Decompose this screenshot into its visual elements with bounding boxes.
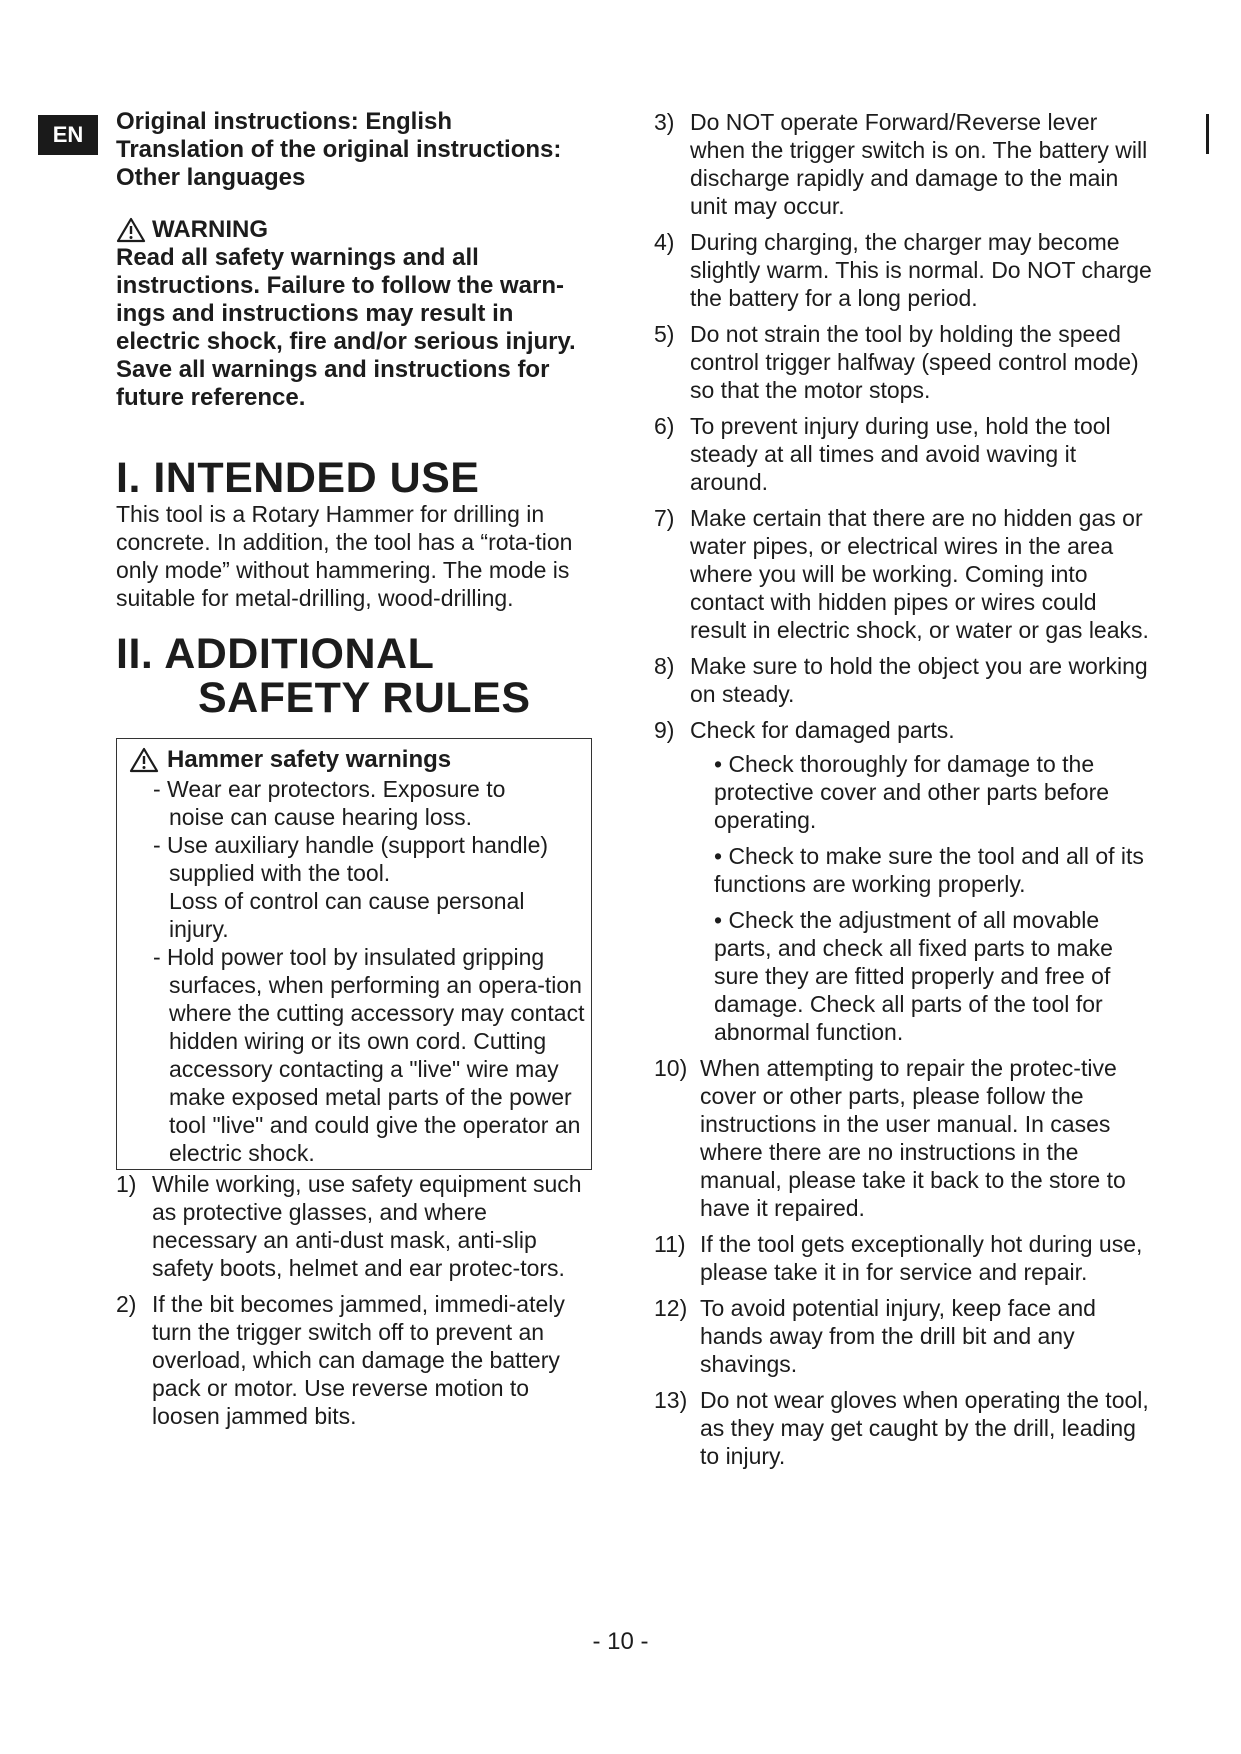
list-item [116,1170,594,1282]
intended-use-text: This tool is a Rotary Hammer for drilling in concrete. In addition, the tool has a “rota-tion only mode” without hammering. The mode is suitable for metal-drilling, wood-drilling. [116,501,573,611]
header-line-2: Translation of the original instructions: [116,136,562,163]
list-item-number: 10) [654,1055,688,1081]
safety-list-right [654,108,1154,744]
hammer-warning-line: Loss of control can cause personal injury. [169,888,525,942]
hammer-warning-item [129,775,587,831]
header-line-3: Other languages [116,164,306,191]
damage-check-bullets [654,750,1154,1046]
list-item-text: Do not wear gloves when operating the tool, as they may get caught by the drill, leading to injury. [700,1387,1149,1469]
list-item-text: When attempting to repair the protec-tive cover or other parts, please follow the instructions in the user manual. In cases where there are no instructions in the manual, please take it back to the store to have it repaired. [700,1055,1126,1221]
list-item-text: Check for damaged parts. [690,717,955,743]
warning-triangle-icon [116,217,146,243]
hammer-warning-line: noise can cause hearing loss. [169,804,473,830]
warning-block [116,216,594,412]
section-safety-rules-title [116,632,594,720]
page-number: - 10 - [592,1628,649,1655]
list-item-number: 1) [116,1171,137,1197]
list-item [116,1290,594,1430]
left-column [116,108,594,1438]
list-item [654,652,1154,708]
list-item [654,1294,1154,1378]
page-edge-marker [1206,114,1209,154]
warning-save-text: Save all warnings and instructions for future reference. [116,356,550,411]
warning-title-text: WARNING [152,216,268,243]
hammer-warning-line: - Hold power tool by insulated gripping [153,944,545,970]
list-item-number: 7) [654,505,675,531]
section-intended-use-title: I. INTENDED USE [116,454,480,502]
warning-text: Read all safety warnings and all instructions. Failure to follow the warn-ings and instructions may result in electric shock, fire and/or serious injury. [116,244,576,355]
safety-list-left [116,1170,594,1430]
list-item-text: If the bit becomes jammed, immedi-ately turn the trigger switch off to prevent an overload, which can damage the battery pack or motor. Use reverse motion to loosen jammed bits. [152,1291,565,1429]
list-item-number: 2) [116,1291,137,1317]
safety-list-right-continued [654,1054,1154,1470]
list-item [654,412,1154,496]
section-title-line-1: II. ADDITIONAL [116,630,435,678]
list-item-number: 12) [654,1295,688,1321]
list-item-number: 3) [654,109,675,135]
hammer-box-title [129,745,587,775]
bullet-item: • Check to make sure the tool and all of its functions are working properly. [714,843,1144,897]
list-item-text: Make certain that there are no hidden gas or water pipes, or electrical wires in the area where you will be working. Coming into contact with hidden pipes or wires could result in electric shock, or water or gas leaks. [690,505,1149,643]
hammer-safety-box [116,738,592,1170]
list-item [654,1054,1154,1222]
hammer-warning-line: surfaces, when performing an opera-tion where the cutting accessory may contact hidden wiring or its own cord. Cutting accessory contacting a "live" wire may make exposed metal parts of the power tool "live" and could give the operator an electric shock. [169,972,585,1166]
right-column [654,108,1154,1478]
list-item-number: 5) [654,321,675,347]
list-item-text: Make sure to hold the object you are working on steady. [690,653,1148,707]
list-item [654,1386,1154,1470]
list-item-text: If the tool gets exceptionally hot during use, please take it in for service and repair. [700,1231,1143,1285]
warning-triangle-icon [129,747,159,773]
bullet-item: • Check thoroughly for damage to the protective cover and other parts before operating. [714,751,1110,833]
list-item-number: 13) [654,1387,688,1413]
hammer-warning-line: supplied with the tool. [169,860,391,886]
list-item [654,716,1154,744]
bullet-item: • Check the adjustment of all movable parts, and check all fixed parts to make sure they are fitted properly and free of damage. Check all parts of the tool for abnormal function. [714,907,1113,1045]
hammer-box-title-text: Hammer safety warnings [167,746,452,773]
list-item-text: During charging, the charger may become slightly warm. This is normal. Do NOT charge the battery for a long period. [690,229,1152,311]
list-item [654,1230,1154,1286]
language-tab: EN [38,115,98,155]
list-item-number: 8) [654,653,675,679]
hammer-warning-line: - Use auxiliary handle (support handle) [153,832,549,858]
list-item-number: 4) [654,229,675,255]
list-item-number: 9) [654,717,675,743]
hammer-warning-item [129,831,587,943]
list-item-text: Do not strain the tool by holding the speed control trigger halfway (speed control mode) so that the motor stops. [690,321,1139,403]
header-line-1: Original instructions: English [116,108,453,135]
list-item [654,228,1154,312]
list-item-text: To avoid potential injury, keep face and hands away from the drill bit and any shavings. [700,1295,1096,1377]
hammer-warning-item [129,943,587,1167]
warning-title [116,216,594,244]
list-item-number: 11) [654,1231,686,1257]
section-title-line-2: SAFETY RULES [198,674,531,722]
list-item-number: 6) [654,413,675,439]
list-item [654,108,1154,220]
list-item-text: Do NOT operate Forward/Reverse lever when the trigger switch is on. The battery will discharge rapidly and damage to the main unit may occur. [690,109,1148,219]
list-item-text: To prevent injury during use, hold the tool steady at all times and avoid waving it around. [690,413,1111,495]
hammer-warning-line: - Wear ear protectors. Exposure to [153,776,506,802]
list-item-text: While working, use safety equipment such as protective glasses, and where necessary an anti-dust mask, anti-slip safety boots, helmet and ear protec-tors. [152,1171,582,1281]
list-item [654,320,1154,404]
list-item [654,504,1154,644]
